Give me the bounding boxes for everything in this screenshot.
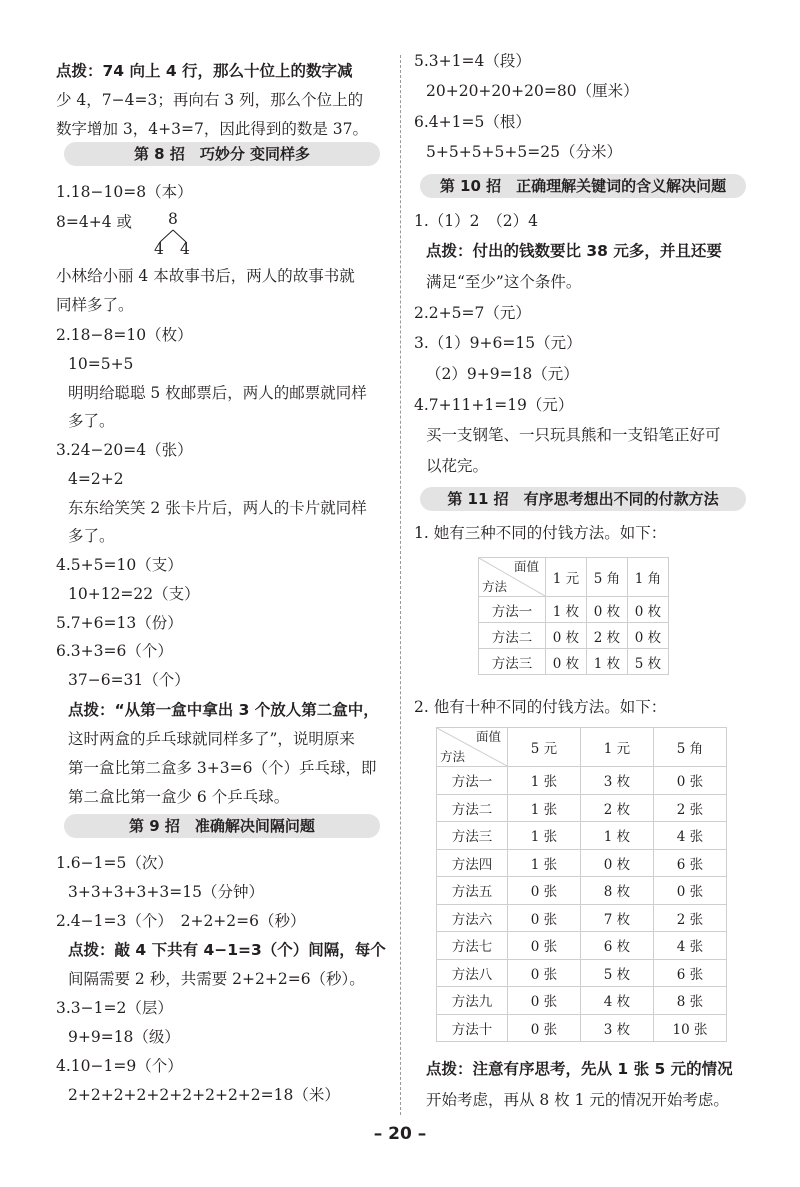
tip-line: 数字增加 3，4+3=7，因此得到的数是 37。 — [56, 120, 368, 138]
tip-line: 点拨：敲 4 下共有 4−1=3（个）间隔，每个 — [68, 941, 386, 959]
table-cell: 0 张 — [654, 877, 727, 905]
table-header-row — [479, 558, 669, 597]
answer-line: 5+5+5+5+5=25（分米） — [426, 143, 622, 161]
table-row — [437, 849, 727, 877]
table-row — [479, 597, 669, 623]
table-cell: 2 张 — [654, 794, 727, 822]
corner-cell — [479, 558, 546, 597]
row-label: 方法三 — [437, 822, 508, 850]
answer-line: 同样多了。 — [56, 296, 134, 314]
answer-line: 2+2+2+2+2+2+2+2+2=18（米） — [68, 1086, 340, 1104]
table-cell: 5 枚 — [581, 959, 654, 987]
table-cell: 1 枚 — [546, 597, 587, 623]
table-cell: 2 枚 — [587, 623, 628, 649]
answer-line: 1. 她有三种不同的付钱方法。如下： — [414, 524, 667, 542]
answer-line: 3.（1）9+6=15（元） — [414, 334, 582, 352]
table-cell: 0 枚 — [628, 623, 669, 649]
table-row — [437, 794, 727, 822]
corner-top-label: 面值 — [513, 559, 539, 574]
row-label: 方法九 — [437, 987, 508, 1015]
tip-line: 点拨：注意有序思考，先从 1 张 5 元的情况 — [426, 1060, 733, 1078]
tip-line: 这时两盒的乒乓球就同样多了”，说明原来 — [68, 730, 355, 748]
answer-line: 明明给聪聪 5 枚邮票后，两人的邮票就同样 — [68, 384, 367, 402]
table-row — [437, 959, 727, 987]
tip-line: 点拨：“从第一盒中拿出 3 个放人第二盒中， — [68, 701, 379, 719]
column-header: 1 角 — [628, 558, 669, 597]
table-cell: 1 张 — [508, 849, 581, 877]
tip-line: 点拨：付出的钱数要比 38 元多，并且还要 — [426, 242, 722, 260]
row-label: 方法一 — [479, 597, 546, 623]
answer-line: 2.18−8=10（枚） — [56, 326, 193, 344]
table-cell: 0 张 — [508, 1014, 581, 1042]
section-header-11: 第 11 招 有序思考想出不同的付款方法 — [420, 487, 746, 511]
answer-line: 买一支钢笔、一只玩具熊和一支铅笔正好可 — [426, 426, 721, 444]
corner-bottom-label: 方法 — [482, 579, 508, 594]
table-cell: 1 张 — [508, 794, 581, 822]
table-row — [437, 877, 727, 905]
table-header-row — [437, 728, 727, 767]
table-cell: 7 枚 — [581, 904, 654, 932]
table-cell: 8 张 — [654, 987, 727, 1015]
tree-right: 4 — [180, 240, 190, 258]
table-cell: 1 张 — [508, 822, 581, 850]
table-cell: 1 枚 — [581, 822, 654, 850]
row-label: 方法十 — [437, 1014, 508, 1042]
table-cell: 8 枚 — [581, 877, 654, 905]
table-cell: 5 枚 — [628, 649, 669, 675]
row-label: 方法五 — [437, 877, 508, 905]
table-cell: 4 张 — [654, 932, 727, 960]
answer-line: 以花完。 — [426, 457, 489, 475]
corner-bottom-label: 方法 — [440, 749, 466, 764]
section-header-10: 第 10 招 正确理解关键词的含义解决问题 — [420, 174, 746, 198]
table-row — [437, 1014, 727, 1042]
answer-line: 3+3+3+3+3=15（分钟） — [68, 883, 264, 901]
answer-line: 1.6−1=5（次） — [56, 854, 173, 872]
answer-line: 1.18−10=8（本） — [56, 183, 193, 201]
table-cell: 2 张 — [654, 904, 727, 932]
answer-line: 东东给笑笑 2 张卡片后，两人的卡片就同样 — [68, 499, 367, 517]
table-row — [437, 822, 727, 850]
answer-line: 6.4+1=5（根） — [414, 113, 531, 131]
table-cell: 0 张 — [508, 904, 581, 932]
table-cell: 0 枚 — [581, 849, 654, 877]
answer-line: 4.5+5=10（支） — [56, 556, 183, 574]
tip-line: 第二盒比第一盒少 6 个乒乓球。 — [68, 788, 290, 806]
answer-line: 4.7+11+1=19（元） — [414, 396, 574, 414]
split-tree — [148, 208, 198, 260]
answer-line: 37−6=31（个） — [68, 671, 190, 689]
table-row — [479, 623, 669, 649]
payment-table-2 — [436, 727, 727, 1042]
table-cell: 0 枚 — [587, 597, 628, 623]
row-label: 方法一 — [437, 767, 508, 795]
table-cell: 6 张 — [654, 849, 727, 877]
answer-line: 3.24−20=4（张） — [56, 441, 193, 459]
answer-line: 2. 他有十种不同的付钱方法。如下： — [414, 698, 667, 716]
table-cell: 1 张 — [508, 767, 581, 795]
table-cell: 0 枚 — [546, 649, 587, 675]
row-label: 方法四 — [437, 849, 508, 877]
table-cell: 1 枚 — [587, 649, 628, 675]
answer-line: 多了。 — [68, 412, 115, 430]
table-row — [437, 932, 727, 960]
column-header: 1 元 — [581, 728, 654, 767]
answer-line: （2）9+9=18（元） — [426, 365, 579, 383]
table-cell: 2 枚 — [581, 794, 654, 822]
answer-line: 小林给小丽 4 本故事书后，两人的故事书就 — [56, 267, 355, 285]
table-cell: 3 枚 — [581, 767, 654, 795]
answer-line: 2.4−1=3（个） 2+2+2=6（秒） — [56, 912, 306, 930]
table-cell: 0 张 — [654, 767, 727, 795]
answer-line: 8=4+4 或 — [56, 213, 132, 231]
answer-line: 2.2+5=7（元） — [414, 304, 531, 322]
column-divider — [400, 55, 401, 1115]
answer-line: 6.3+3=6（个） — [56, 642, 173, 660]
answer-line: 5.7+6=13（份） — [56, 614, 183, 632]
table-row — [479, 649, 669, 675]
row-label: 方法二 — [479, 623, 546, 649]
page-number: – 20 – — [373, 1124, 427, 1144]
column-header: 5 角 — [587, 558, 628, 597]
table-cell: 0 张 — [508, 959, 581, 987]
answer-line: 9+9=18（级） — [68, 1028, 180, 1046]
table-row — [437, 904, 727, 932]
tip-line: 少 4，7−4=3；再向右 3 列，那么个位上的 — [56, 91, 364, 109]
answer-line: 10+12=22（支） — [68, 585, 200, 603]
table-cell: 0 张 — [508, 877, 581, 905]
table-cell: 6 枚 — [581, 932, 654, 960]
table-cell: 0 枚 — [546, 623, 587, 649]
tip-line: 点拨：74 向上 4 行，那么十位上的数字减 — [56, 62, 353, 80]
table-cell: 0 枚 — [628, 597, 669, 623]
answer-line: 3.3−1=2（层） — [56, 999, 173, 1017]
tip-line: 间隔需要 2 秒，共需要 2+2+2=6（秒）。 — [68, 970, 365, 988]
answer-line: 20+20+20+20=80（厘米） — [426, 82, 639, 100]
answer-line: 多了。 — [68, 527, 115, 545]
table-cell: 4 枚 — [581, 987, 654, 1015]
table-body — [437, 767, 727, 1042]
corner-cell — [437, 728, 508, 767]
table-cell: 10 张 — [654, 1014, 727, 1042]
payment-table-1 — [478, 557, 669, 675]
table-cell: 0 张 — [508, 987, 581, 1015]
column-header: 5 角 — [654, 728, 727, 767]
corner-top-label: 面值 — [475, 729, 501, 744]
table-cell: 4 张 — [654, 822, 727, 850]
tip-line: 第一盒比第二盒多 3+3=6（个）乒乓球，即 — [68, 759, 377, 777]
section-header-8: 第 8 招 巧妙分 变同样多 — [64, 142, 380, 166]
row-label: 方法八 — [437, 959, 508, 987]
table-row — [437, 987, 727, 1015]
row-label: 方法六 — [437, 904, 508, 932]
answer-line: 5.3+1=4（段） — [414, 52, 531, 70]
row-label: 方法三 — [479, 649, 546, 675]
answer-line: 10=5+5 — [68, 355, 134, 373]
table-cell: 0 张 — [508, 932, 581, 960]
answer-line: 4.10−1=9（个） — [56, 1057, 183, 1075]
table-cell: 3 枚 — [581, 1014, 654, 1042]
column-header: 5 元 — [508, 728, 581, 767]
tip-line: 满足“至少”这个条件。 — [426, 273, 582, 291]
tip-line: 开始考虑，再从 8 枚 1 元的情况开始考虑。 — [426, 1091, 729, 1109]
row-label: 方法二 — [437, 794, 508, 822]
answer-line: 4=2+2 — [68, 470, 124, 488]
column-header: 1 元 — [546, 558, 587, 597]
tree-top: 8 — [168, 210, 178, 228]
table-row — [437, 767, 727, 795]
section-header-9: 第 9 招 准确解决间隔问题 — [64, 814, 380, 838]
table-cell: 6 张 — [654, 959, 727, 987]
answer-line: 1.（1）2 （2）4 — [414, 212, 538, 230]
tree-left: 4 — [154, 240, 164, 258]
row-label: 方法七 — [437, 932, 508, 960]
